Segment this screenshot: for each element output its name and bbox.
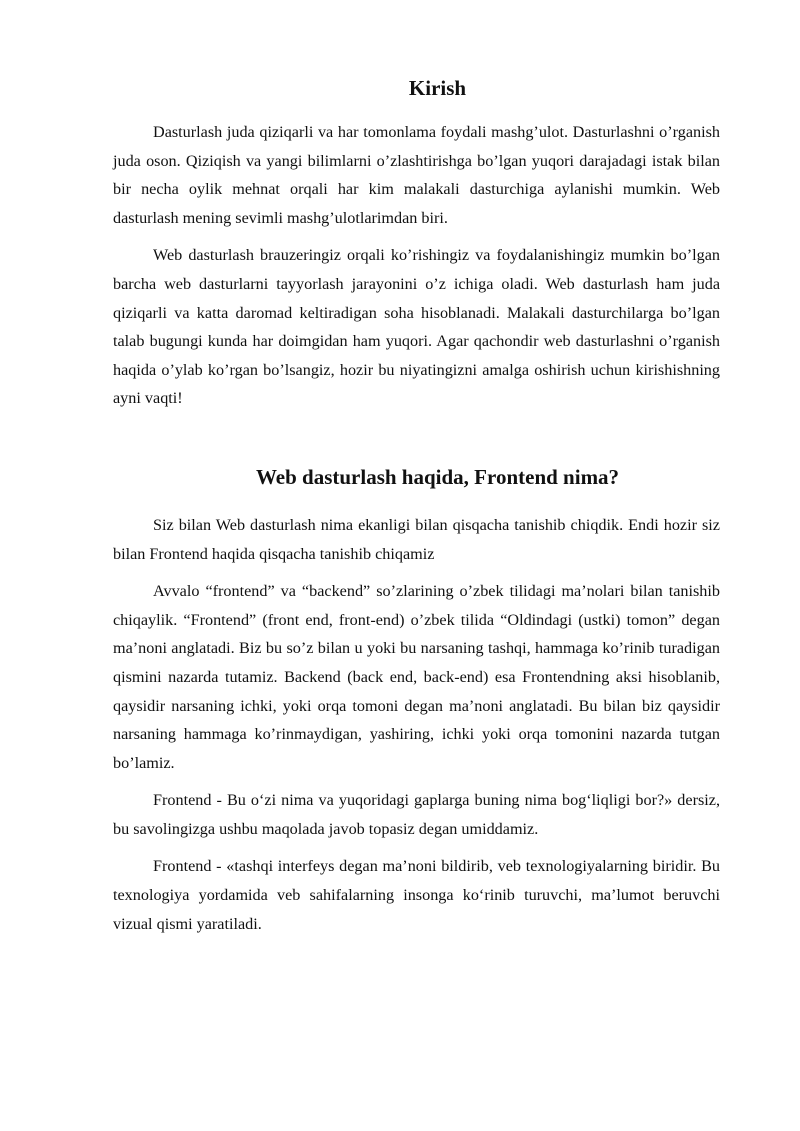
section-title-kirish: Kirish xyxy=(408,76,467,100)
paragraph: Siz bilan Web dasturlash nima ekanligi bilan qisqacha tanishib chiqdik. Endi hozir siz bilan Frontend haqida qisqacha tanishib chiqamiz xyxy=(113,515,720,563)
paragraph: Dasturlash juda qiziqarli va har tomonlama foydali mashg’ulot. Dasturlashni o’rganish juda oson. Qiziqish va yangi bilimlarni o’zlashtirishga bo’lgan yuqori darajadagi istak bilan bir necha oylik mehnat orqali har kim malakali dasturchiga aylanishi mumkin. Web dasturlash mening sevimli mashg’ulotlarimdan biri. xyxy=(113,123,720,227)
paragraph: Frontend - «tashqi interfeys degan ma’noni bildirib, veb texnologiyalarning biridir. Bu texnologiya yordamida veb sahifalarning insonga ko‘rinib turuvchi, ma’lumot beruvchi vizual qismi yaratiladi. xyxy=(113,857,720,933)
paragraph: Frontend - Bu o‘zi nima va yuqoridagi gaplarga buning nima bog‘liqligi bor?» dersiz, bu savolingizga ushbu maqolada javob topasiz degan umiddamiz. xyxy=(113,791,720,838)
paragraph: Avvalo “frontend” va “backend” so’zlarining o’zbek tilidagi ma’nolari bilan tanishib chiqaylik. “Frontend” (front end, front-end) o’zbek tilida “Oldindagi (ustki) tomon” degan ma’noni anglatadi. Biz bu so’z bilan u yoki bu narsaning tashqi, hammaga ko’rinib turadigan qismini nazarda tutamiz. Backend (back end, back-end) esa Frontendning aksi hisoblanib, qaysidir narsaning ichki, yoki orqa tomoni degan ma’noni anglatadi. Bu bilan biz qaysidir narsaning hammaga ko’rinmaydigan, yashiring, ichki yoki orqa tomonini nazarda tutgan bo’lamiz. xyxy=(113,582,720,772)
section-title-frontend: Web dasturlash haqida, Frontend nima? xyxy=(255,464,620,489)
document-page xyxy=(113,68,720,947)
paragraph: Web dasturlash brauzeringiz orqali ko’rishingiz va foydalanishingiz mumkin bo’lgan barcha web dasturlarni tayyorlash jarayonini o’z ichiga oladi. Web dasturlash ham juda qiziqarli va katta daromad keltiradigan soha hisoblanadi. Malakali dasturchilarga bo’lgan talab bugungi kunda har doimgidan ham yuqori. Agar qachondir web dasturlashni o’rganish haqida o’ylab ko’rgan bo’lsangiz, hozir bu niyatingizni amalga oshirish uchun kirishishning ayni vaqti! xyxy=(113,246,720,408)
